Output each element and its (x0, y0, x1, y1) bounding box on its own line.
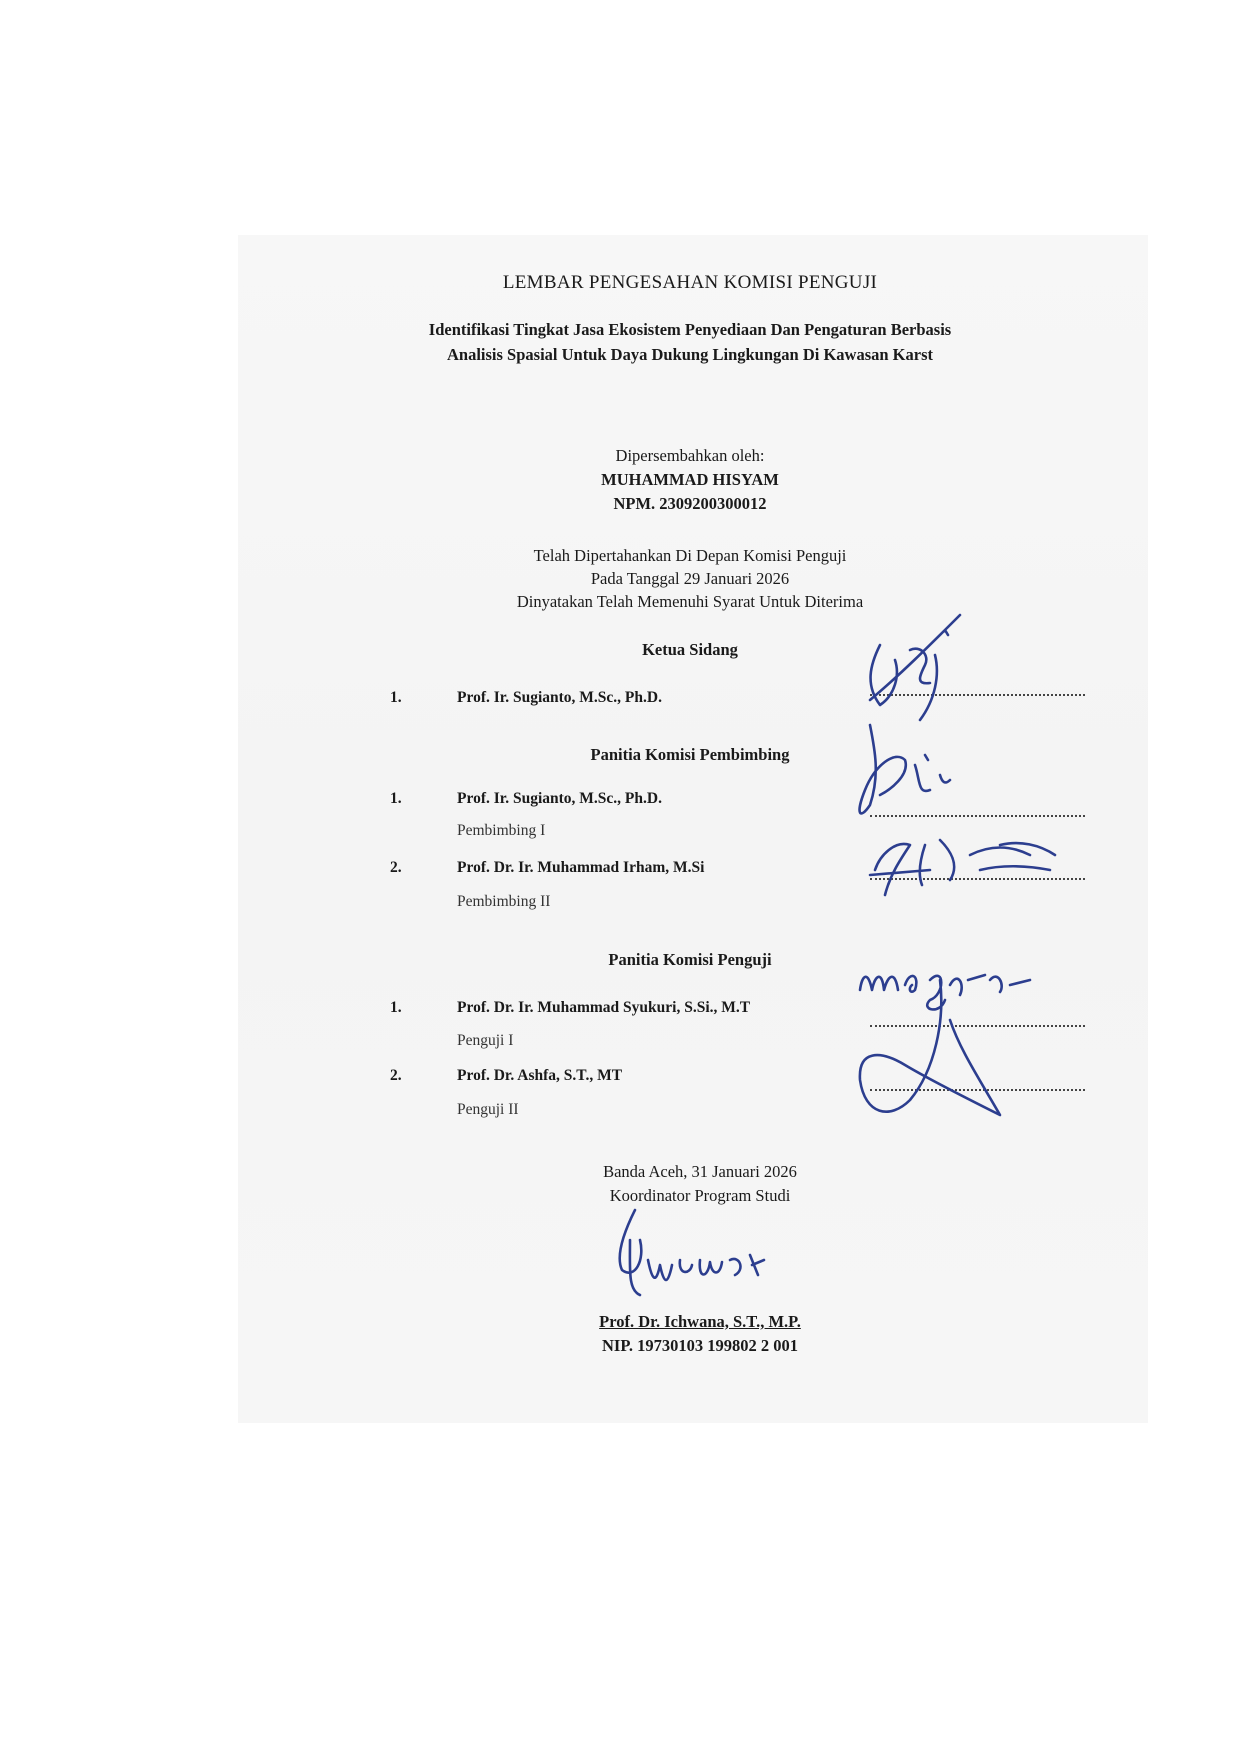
pembimbing-1-number: 1. (390, 790, 402, 807)
student-npm: NPM. 2309200300012 (613, 494, 767, 513)
penguji-signature (850, 940, 1090, 1150)
ketua-name: Prof. Ir. Sugianto, M.Sc., Ph.D. (457, 689, 662, 706)
coordinator-signature (600, 1200, 800, 1310)
pembimbing-2-role: Pembimbing II (457, 893, 551, 910)
pembimbing-2-name: Prof. Dr. Ir. Muhammad Irham, M.Si (457, 859, 705, 876)
pembimbing-2-signature (850, 815, 1080, 905)
penguji-heading: Panitia Komisi Penguji (608, 950, 772, 969)
pembimbing-1-name: Prof. Ir. Sugianto, M.Sc., Ph.D. (457, 790, 662, 807)
ketua-signature (850, 605, 1050, 725)
thesis-title-line-2: Analisis Spasial Untuk Daya Dukung Lingkungan Di Kawasan Karst (446, 345, 934, 364)
student-name: MUHAMMAD HISYAM (601, 470, 779, 489)
defense-date: Pada Tanggal 29 Januari 2026 (590, 569, 790, 588)
penguji-1-name: Prof. Dr. Ir. Muhammad Syukuri, S.Si., M.T (457, 999, 751, 1016)
coordinator-name: Prof. Dr. Ichwana, S.T., M.P. (599, 1312, 801, 1331)
pembimbing-2-number: 2. (390, 859, 402, 876)
presented-by-label: Dipersembahkan oleh: (615, 446, 765, 465)
penguji-2-number: 2. (390, 1067, 402, 1084)
ketua-number: 1. (390, 689, 402, 706)
coordinator-nip: NIP. 19730103 199802 2 001 (601, 1336, 799, 1355)
penguji-2-name: Prof. Dr. Ashfa, S.T., MT (457, 1067, 623, 1084)
penguji-1-number: 1. (390, 999, 402, 1016)
penguji-2-role: Penguji II (457, 1101, 519, 1118)
place-date: Banda Aceh, 31 Januari 2026 (603, 1162, 797, 1181)
defense-line-3: Dinyatakan Telah Memenuhi Syarat Untuk Diterima (516, 592, 864, 611)
pembimbing-1-role: Pembimbing I (457, 822, 546, 839)
defense-line-1: Telah Dipertahankan Di Depan Komisi Penguji (533, 546, 847, 565)
coordinator-position: Koordinator Program Studi (609, 1186, 791, 1205)
pembimbing-heading: Panitia Komisi Pembimbing (590, 745, 790, 764)
page-heading: LEMBAR PENGESAHAN KOMISI PENGUJI (502, 272, 878, 293)
penguji-1-role: Penguji I (457, 1032, 514, 1049)
ketua-sidang-heading: Ketua Sidang (642, 640, 738, 659)
pembimbing-1-signature (850, 720, 1050, 830)
thesis-title-line-1: Identifikasi Tingkat Jasa Ekosistem Penyediaan Dan Pengaturan Berbasis (428, 320, 952, 339)
